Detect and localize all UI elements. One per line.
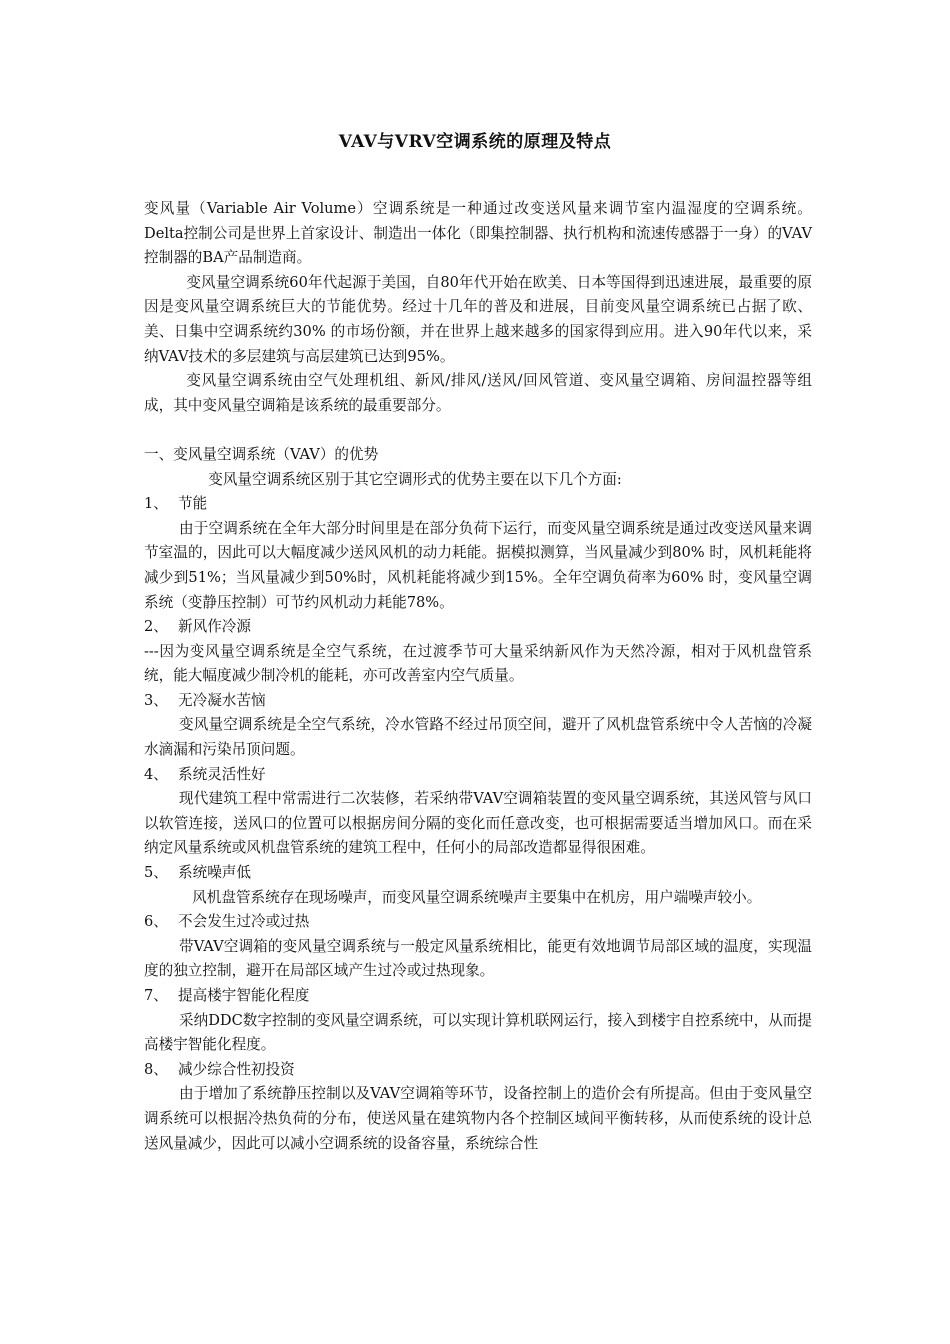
intro-paragraph-3: 变风量空调系统由空气处理机组、新风/排风/送风/回风管道、变风量空调箱、房间温控器等组成，其中变风量空调箱是该系统的最重要部分。 [144, 372, 812, 414]
item-title: 系统噪声低 [178, 864, 251, 882]
section-lead: 变风量空调系统区别于其它空调形式的优势主要在以下几个方面: [208, 470, 622, 488]
document-body [144, 197, 812, 1156]
item-title: 不会发生过冷或过热 [178, 913, 310, 931]
item-heading-4 [144, 763, 812, 788]
item-text-5: 风机盘管系统存在现场噪声，而变风量空调系统噪声主要集中在机房，用户端噪声较小。 [192, 888, 762, 906]
item-text-3: 变风量空调系统是全空气系统，冷水管路不经过吊顶空间，避开了风机盘管系统中令人苦恼的冷凝水滴漏和污染吊顶问题。 [144, 716, 812, 759]
item-text-7: 采纳DDC数字控制的变风量空调系统，可以实现计算机联网运行，接入到楼宇自控系统中，从而提高楼宇智能化程度。 [144, 1011, 812, 1054]
document-title: VAV与VRV空调系统的原理及特点 [338, 132, 612, 152]
item-text-2: ---因为变风量空调系统是全空气系统，在过渡季节可大量采纳新风作为天然冷源，相对于风机盘管系统，能大幅度减少制冷机的能耗，亦可改善室内空气质量。 [144, 642, 812, 685]
intro-paragraph-1: 变风量（Variable Air Volume）空调系统是一种通过改变送风量来调节室内温湿度的空调系统。Delta控制公司是世界上首家设计、制造出一体化（即集控制器、执行机构和流速传感器于一身）的VAV控制器的BA产品制造商。 [144, 200, 812, 267]
item-text-4: 现代建筑工程中常需进行二次装修，若采纳带VAV空调箱装置的变风量空调系统，其送风管与风口以软管连接，送风口的位置可以根据房间分隔的变化而任意改变，也可根据需要适当增加风口。而在采纳定风量系统或风机盘管系统的建筑工程中，任何小的局部改造都显得很困难。 [144, 790, 812, 857]
item-title: 提高楼宇智能化程度 [178, 987, 310, 1004]
item-title: 节能 [178, 495, 208, 513]
intro-paragraph-2: 变风量空调系统60年代起源于美国，自80年代开始在欧美、日本等国得到迅速进展，最重要的原因是变风量空调系统巨大的节能优势。经过十几年的普及和进展，目前变风量空调系统已占据了欧、美、日集中空调系统约30% 的市场份额，并在世界上越来越多的国家得到应用。进入90年代以来，采纳VAV技术的多层建筑与高层建筑已达到95%。 [144, 273, 812, 365]
item-number: 8、 [144, 1060, 168, 1078]
item-number: 7、 [144, 987, 168, 1004]
item-number: 3、 [144, 691, 168, 709]
item-text-6: 带VAV空调箱的变风量空调系统与一般定风量系统相比，能更有效地调节局部区域的温度，实现温度的独立控制，避开在局部区域产生过冷或过热现象。 [144, 937, 812, 980]
item-heading-6 [144, 910, 812, 935]
item-heading-8 [144, 1058, 812, 1083]
item-number: 4、 [144, 765, 168, 783]
item-number: 2、 [144, 618, 168, 636]
section-heading: 一、变风量空调系统（VAV）的优势 [144, 445, 379, 463]
item-heading-2 [144, 615, 812, 640]
item-number: 1、 [144, 495, 168, 513]
item-heading-1 [144, 492, 812, 517]
item-title: 新风作冷源 [178, 618, 251, 636]
item-heading-3 [144, 689, 812, 714]
item-title: 无冷凝水苦恼 [178, 691, 266, 709]
item-number: 6、 [144, 913, 168, 931]
item-number: 5、 [144, 864, 168, 882]
item-title: 系统灵活性好 [178, 765, 266, 783]
item-text-1: 由于空调系统在全年大部分时间里是在部分负荷下运行，而变风量空调系统是通过改变送风量来调节室温的，因此可以大幅度减少送风风机的动力耗能。据模拟测算，当风量减少到80% 时，风机耗能将减少到51%；当风量减少到50%时，风机耗能将减少到15%。全年空调负荷率为60% 时，变风量空调系统（变静压控制）可节约风机动力耗能78%。 [144, 519, 812, 611]
item-heading-5 [144, 861, 812, 886]
item-title: 减少综合性初投资 [178, 1060, 295, 1078]
item-heading-7 [144, 984, 812, 1009]
item-text-8: 由于增加了系统静压控制以及VAV空调箱等环节，设备控制上的造价会有所提高。但由于变风量空调系统可以根据冷热负荷的分布，使送风量在建筑物内各个控制区域间平衡转移，从而使系统的设计总送风量减少，因此可以减小空调系统的设备容量，系统综合性 [144, 1085, 812, 1152]
